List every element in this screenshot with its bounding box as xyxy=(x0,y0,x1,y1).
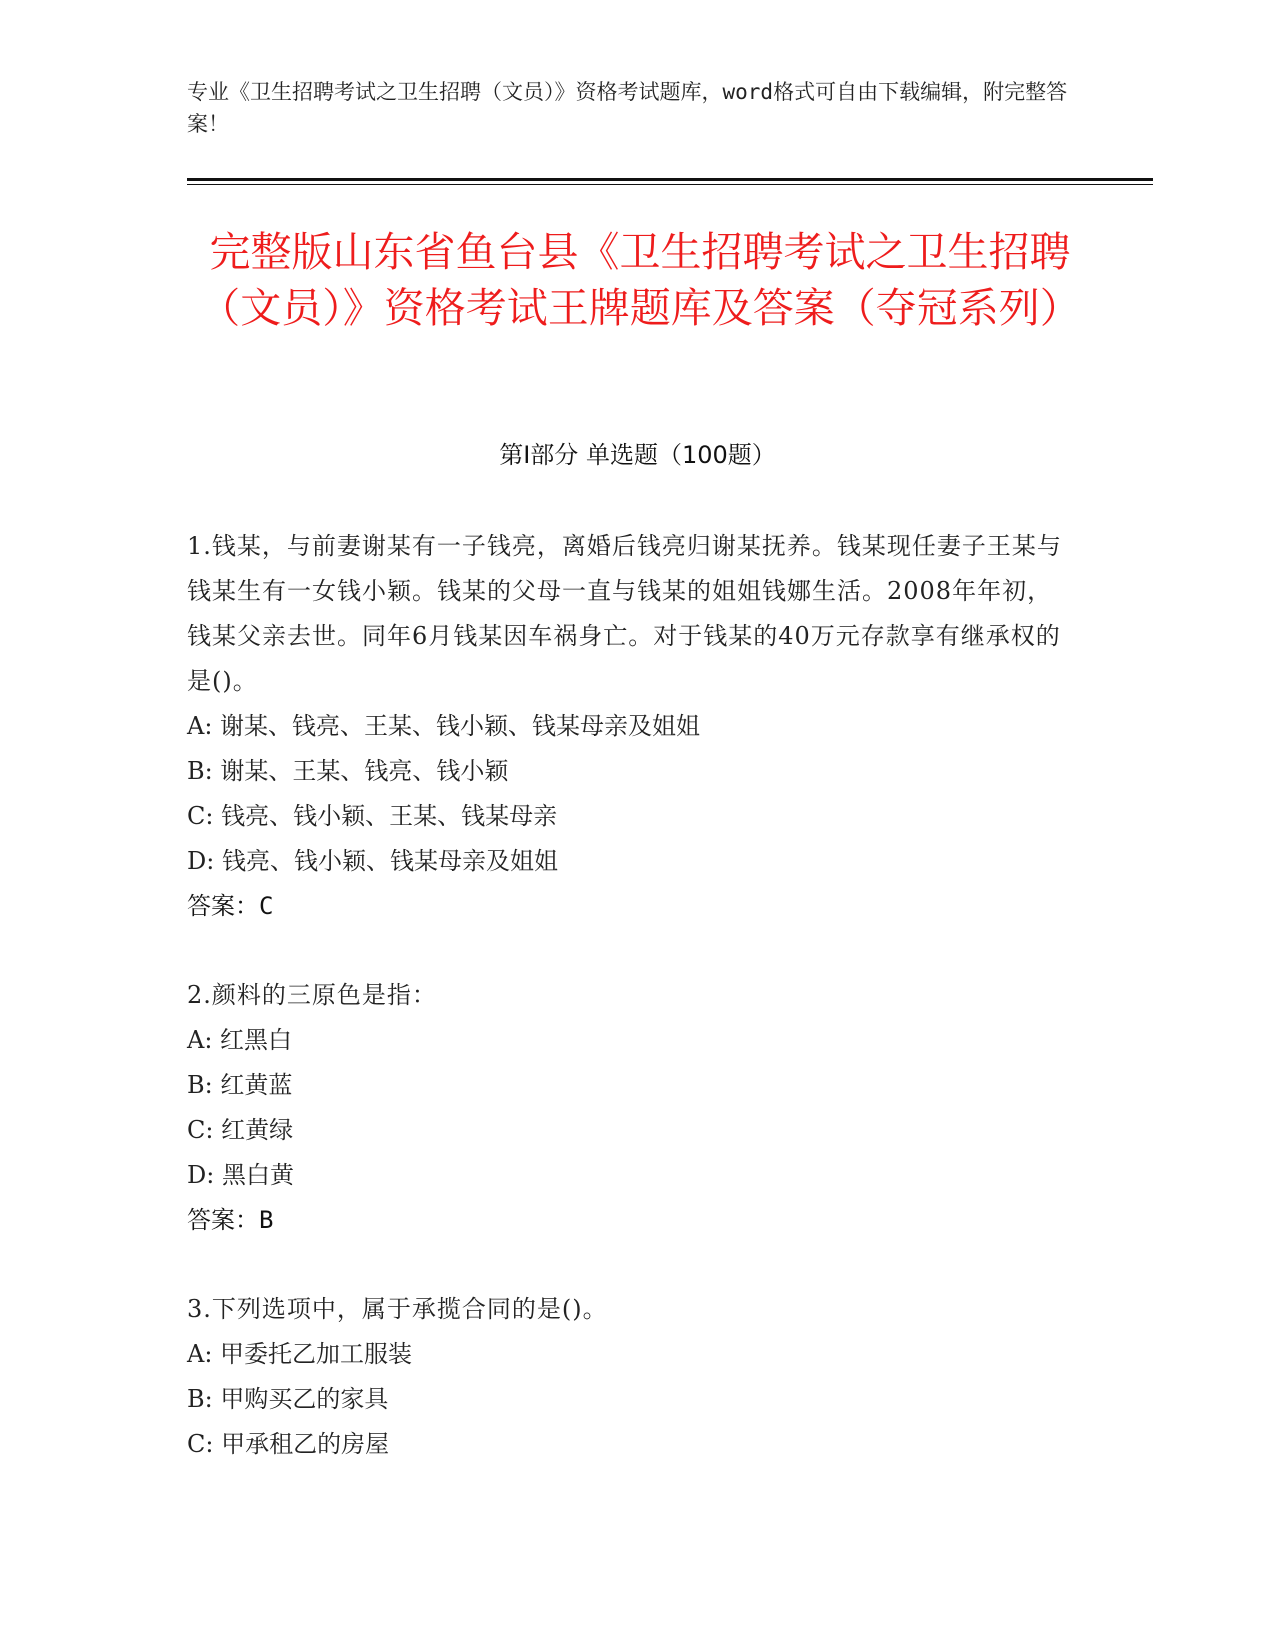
section-title: 第Ⅰ部分 单选题（100题） xyxy=(499,441,776,469)
question-list xyxy=(187,524,1067,1511)
answer-line: 答案：C xyxy=(187,892,274,920)
option-a: A: 甲委托乙加工服装 xyxy=(187,1340,413,1368)
option-c: C: 甲承租乙的房屋 xyxy=(187,1430,390,1458)
document-title: 完整版山东省鱼台县《卫生招聘考试之卫生招聘（文员）》资格考试王牌题库及答案（夺冠系列） xyxy=(199,228,1081,332)
option-c: C: 钱亮、钱小颖、王某、钱某母亲 xyxy=(187,802,558,830)
option-a: A: 谢某、钱亮、王某、钱小颖、钱某母亲及姐姐 xyxy=(187,712,701,740)
option-d: D: 钱亮、钱小颖、钱某母亲及姐姐 xyxy=(187,847,558,875)
option-a: A: 红黑白 xyxy=(187,1026,293,1054)
question-3 xyxy=(187,1287,1067,1467)
answer-line: 答案：B xyxy=(187,1206,274,1234)
question-2 xyxy=(187,973,1067,1243)
option-d: D: 黑白黄 xyxy=(187,1161,294,1189)
option-c: C: 红黄绿 xyxy=(187,1116,294,1144)
header-rule-thick xyxy=(187,178,1153,181)
question-stem: 3.下列选项中，属于承揽合同的是()。 xyxy=(187,1295,608,1323)
question-1 xyxy=(187,524,1067,929)
option-b: B: 谢某、王某、钱亮、钱小颖 xyxy=(187,757,509,785)
option-b: B: 红黄蓝 xyxy=(187,1071,293,1099)
header-rule-thin xyxy=(187,184,1153,185)
question-stem: 2.颜料的三原色是指： xyxy=(187,981,437,1009)
header-note: 专业《卫生招聘考试之卫生招聘（文员）》资格考试题库，word格式可自由下载编辑，附完整答案！ xyxy=(187,80,1068,136)
question-stem: 1.钱某，与前妻谢某有一子钱亮，离婚后钱亮归谢某抚养。钱某现任妻子王某与钱某生有一女钱小颖。钱某的父母一直与钱某的姐姐钱娜生活。2008年年初，钱某父亲去世。同年6月钱某因车祸身亡。对于钱某的40万元存款享有继承权的是()。 xyxy=(187,532,1062,695)
option-b: B: 甲购买乙的家具 xyxy=(187,1385,389,1413)
